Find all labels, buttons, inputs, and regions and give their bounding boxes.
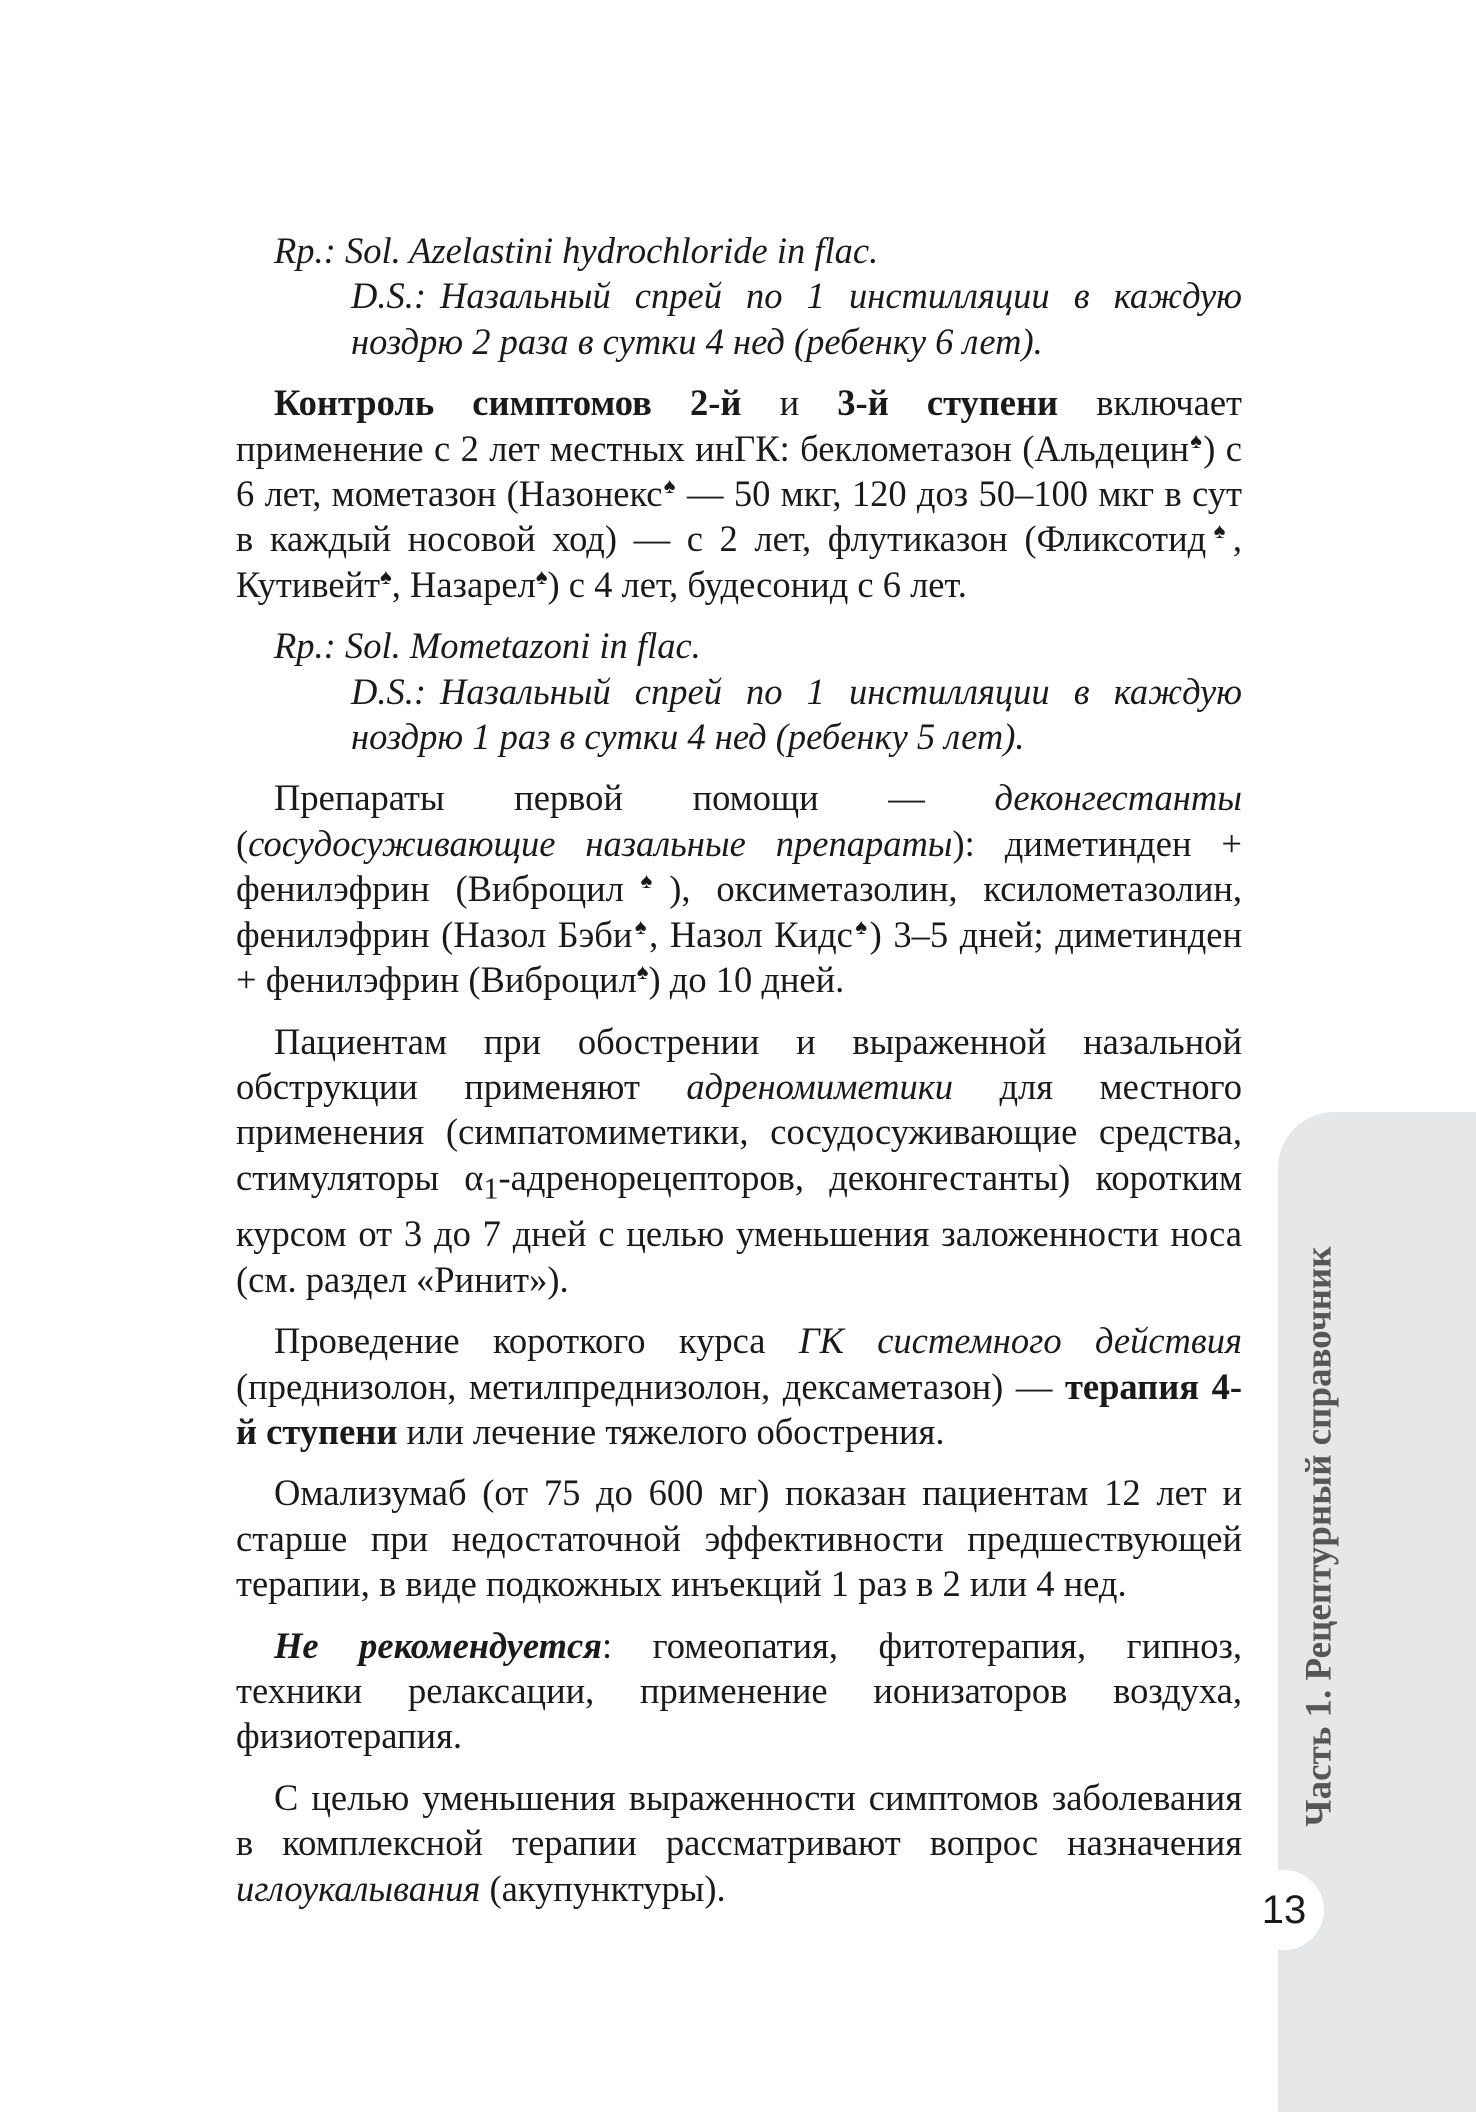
prescription-azelastine [236,228,1242,364]
section-side-label [1286,1196,1352,1876]
paragraph-omalizumab: Омализумаб (от 75 до 600 мг) показан пациентам 12 лет и старше при недостаточной эффективности предшествующей терапии, в виде подкожных инъекций 1 раз в 2 или 4 нед. [236,1472,1242,1605]
paragraph-first-aid: Препараты первой помощи — деконгестанты (сосудосуживающие назальные препараты): диметинден + фенилэфрин (Виброцил♠), оксиметазолин, ксилометазолин, фенилэфрин (Назол Бэби♠, Назол Кидс♠) 3–5 дней; диметинден + фенилэфрин (Виброцил♠) до 10 дней. [236,777,1243,1001]
prescription-mometasone [236,623,1242,759]
paragraph-not-recommended: Не рекомендуется: гомеопатия, фитотерапия, гипноз, техники релаксации, применение ионизаторов воздуха, физиотерапия. [236,1624,1242,1757]
page-number: 13 [1244,1870,1324,1950]
section-title: Часть 1. Рецептурный справочник [1298,1245,1340,1827]
license-mark-icon: ♠ [636,958,649,984]
prescription-rp-line: Rp.: Sol. Azelastini hydrochloride in flac. [274,230,879,271]
paragraph-symptom-control: Контроль симптомов 2-й и 3-й ступени включает применение с 2 лет местных инГК: беклометазон (Альдецин♠) с 6 лет, мометазон (Назонекс♠ — 50 мкг, 120 доз 50–100 мкг в сут в каждый носовой ход) — с 2 лет, флутиказон (Фликсотид♠, Кутивейт♠, Назарел♠) с 4 лет, будесонид с 6 лет. [236,382,1243,605]
prescription-rp-line: Rp.: Sol. Mometazoni in flac. [274,625,701,667]
page-body [236,228,1242,1927]
prescription-ds-line: D.S.: Назальный спрей по 1 инстилляции в каждую ноздрю 2 раза в сутки 4 нед (ребенку 6 лет). [351,275,1242,362]
license-mark-icon: ♠ [623,868,670,894]
license-mark-icon: ♠ [1189,427,1204,453]
paragraph-acupuncture: С целью уменьшения выраженности симптомов заболевания в комплексной терапии рассматривают вопрос назначения иглоукалывания (акупунктуры). [236,1776,1242,1909]
license-mark-icon: ♠ [632,913,650,939]
license-mark-icon: ♠ [662,472,677,498]
license-mark-icon: ♠ [1206,518,1233,544]
license-mark-icon: ♠ [852,913,870,939]
paragraph-systemic-gk: Проведение короткого курса ГК системного действия (преднизолон, метилпреднизолон, дексаметазон) — терапия 4-й ступени или лечение тяжелого обострения. [236,1320,1242,1453]
license-mark-icon: ♠ [535,563,548,589]
license-mark-icon: ♠ [380,563,392,589]
prescription-ds-line: D.S.: Назальный спрей по 1 инстилляции в каждую ноздрю 1 раз в сутки 4 нед (ребенку 5 лет). [351,670,1242,758]
paragraph-adrenomimetics: Пациентам при обострении и выраженной назальной обструкции применяют адреномиметики для местного применения (симпатомиметики, сосудосуживающие средства, стимуляторы $\alpha_1$-адренорецепторов, деконгестанты) коротким курсом от 3 до 7 дней с целью уменьшения заложенности носа (см. раздел «Ринит»). [236,1020,1242,1300]
